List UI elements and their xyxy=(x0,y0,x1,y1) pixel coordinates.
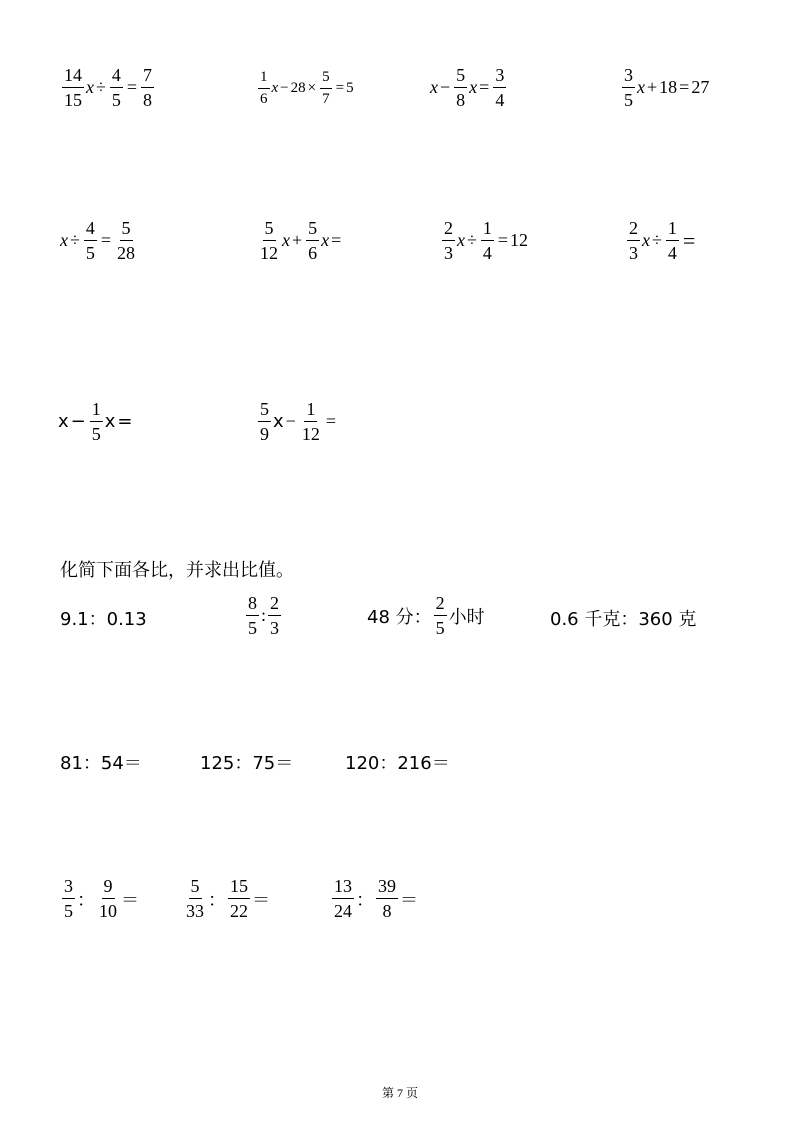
ratio-8: $\frac{3}{5}$ ： $\frac{9}{10}$ ＝ xyxy=(64,876,139,921)
equation-8: $\frac{2}{3}$ x ÷ $\frac{1}{4}$ = xyxy=(629,218,696,263)
ratio-3: 48 分： $\frac{2}{5}$ 小时 xyxy=(367,593,485,638)
ratio-5: 81：54＝ xyxy=(60,753,142,774)
equation-3: x − $\frac{5}{8}$ x = $\frac{3}{4}$ xyxy=(430,65,505,110)
fraction: $\frac{1}{6}$ xyxy=(260,69,268,107)
fraction: $\frac{5}{28}$ xyxy=(117,218,136,263)
fraction: $\frac{5}{33}$ xyxy=(186,876,204,921)
fraction: $\frac{2}{3}$ xyxy=(270,593,280,638)
ratio-6: 125：75＝ xyxy=(200,753,294,774)
fraction: $\frac{2}{3}$ xyxy=(444,218,453,263)
fraction: $\frac{2}{5}$ xyxy=(435,593,445,638)
fraction: $\frac{39}{8}$ xyxy=(378,876,396,921)
fraction: $\frac{5}{9}$ xyxy=(260,399,269,444)
equation-10: $\frac{5}{9}$ x − $\frac{1}{12}$ = xyxy=(260,399,336,444)
fraction: $\frac{5}{8}$ xyxy=(456,65,466,110)
fraction: $\frac{5}{6}$ xyxy=(308,218,318,263)
fraction: $\frac{13}{24}$ xyxy=(334,876,352,921)
equation-7: $\frac{2}{3}$ x ÷ $\frac{1}{4}$ = 12 xyxy=(444,218,529,263)
equation-5: x ÷ $\frac{4}{5}$ = $\frac{5}{28}$ xyxy=(60,218,136,263)
equation-6: $\frac{5}{12}$ x + $\frac{5}{6}$ x = xyxy=(260,218,342,263)
fraction: $\frac{14}{15}$ xyxy=(64,65,82,110)
ratio-2: $\frac{8}{5}$ : $\frac{2}{3}$ xyxy=(248,593,280,638)
page-number: 第 7 页 xyxy=(381,1086,418,1100)
fraction: $\frac{5}{12}$ xyxy=(260,218,278,263)
equation-4: $\frac{3}{5}$ x + 18 = 27 xyxy=(624,65,710,110)
fraction: $\frac{1}{4}$ xyxy=(482,218,492,263)
fraction: $\frac{2}{3}$ xyxy=(629,218,638,263)
fraction: $\frac{5}{7}$ xyxy=(322,69,330,107)
fraction: $\frac{4}{5}$ xyxy=(85,218,95,263)
section-heading: 化简下面各比，并求出比值。 xyxy=(60,560,294,581)
ratio-9: $\frac{5}{33}$ ： $\frac{15}{22}$ ＝ xyxy=(186,876,270,921)
ratio-10: $\frac{13}{24}$ ： $\frac{39}{8}$ ＝ xyxy=(334,876,418,921)
fraction: $\frac{8}{5}$ xyxy=(248,593,257,638)
fraction: $\frac{1}{5}$ xyxy=(91,399,101,444)
fraction: $\frac{4}{5}$ xyxy=(111,65,121,110)
fraction: $\frac{7}{8}$ xyxy=(143,65,153,110)
ratio-1: 9.1：0.13 xyxy=(60,609,147,630)
fraction: $\frac{1}{12}$ xyxy=(301,399,320,444)
fraction: $\frac{3}{5}$ xyxy=(624,65,633,110)
fraction: $\frac{9}{10}$ xyxy=(99,876,117,921)
equation-9: x − $\frac{1}{5}$ x = xyxy=(58,399,133,444)
fraction: $\frac{3}{5}$ xyxy=(64,876,73,921)
equation-2: $\frac{1}{6}$ x − 28 × $\frac{5}{7}$ = 5 xyxy=(260,69,354,107)
ratio-7: 120：216＝ xyxy=(345,753,450,774)
fraction: $\frac{15}{22}$ xyxy=(230,876,248,921)
fraction: $\frac{3}{4}$ xyxy=(495,65,505,110)
equation-1: $\frac{14}{15}$ x ÷ $\frac{4}{5}$ = $\frac{7}{8}$ xyxy=(64,65,153,110)
ratio-4: 0.6 千克：360 克 xyxy=(550,609,697,630)
fraction: $\frac{1}{4}$ xyxy=(667,218,677,263)
